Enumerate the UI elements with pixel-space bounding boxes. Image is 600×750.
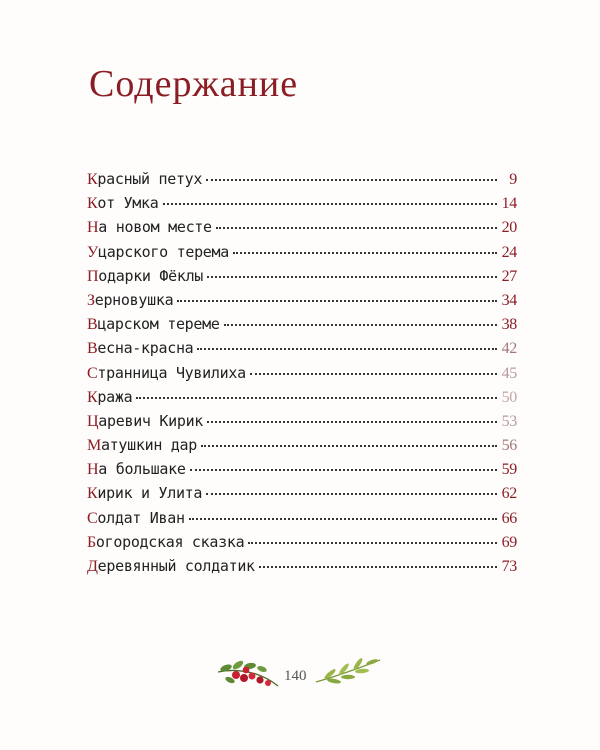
- toc-initial: Н: [87, 219, 99, 237]
- toc-initial: Ц: [87, 412, 99, 430]
- toc-title: от Умка: [97, 194, 159, 213]
- dot-leader: [259, 566, 497, 568]
- toc-entry[interactable]: [87, 484, 517, 508]
- toc-title: атушкин дар: [100, 436, 197, 455]
- dot-leader: [207, 421, 497, 423]
- dot-leader: [216, 227, 497, 229]
- toc-initial: С: [87, 509, 98, 527]
- dot-leader: [190, 469, 497, 471]
- toc-initial: К: [87, 195, 98, 213]
- toc-page-number: 53: [501, 412, 517, 430]
- toc-initial: Б: [87, 533, 96, 551]
- dot-leader: [233, 252, 497, 254]
- toc-title: а большаке: [98, 460, 186, 479]
- leaf-sprig-icon: [314, 656, 382, 688]
- toc-entry[interactable]: [87, 460, 517, 484]
- toc-entry[interactable]: [87, 194, 517, 218]
- toc-entry[interactable]: [87, 291, 517, 315]
- toc-page-number: 45: [501, 364, 517, 382]
- toc-entry[interactable]: [87, 533, 517, 557]
- toc-title: царского терема: [98, 242, 229, 261]
- toc-page-number: 27: [501, 267, 517, 285]
- toc-initial: П: [87, 267, 99, 285]
- dot-leader: [136, 397, 497, 399]
- dot-leader: [248, 542, 497, 544]
- toc-page-number: 73: [501, 558, 517, 575]
- toc-entry[interactable]: [87, 436, 517, 460]
- toc-title: есна-красна: [97, 339, 194, 358]
- dot-leader: [189, 518, 497, 520]
- toc-page-number: 42: [501, 340, 517, 358]
- toc-title: ирик и Улита: [97, 484, 203, 503]
- toc-entry[interactable]: [87, 412, 517, 436]
- toc-page-number: 59: [501, 461, 517, 479]
- toc-page-number: 24: [501, 243, 517, 261]
- toc-initial: К: [87, 388, 98, 406]
- toc-entry[interactable]: [87, 388, 517, 412]
- toc-entry[interactable]: [87, 557, 517, 581]
- page-title: Содержание: [89, 63, 299, 105]
- table-of-contents: [87, 170, 517, 581]
- dot-leader: [206, 493, 497, 495]
- toc-title: расный петух: [97, 170, 203, 188]
- toc-title: олдат Иван: [97, 508, 185, 527]
- toc-initial: З: [87, 291, 95, 309]
- dot-leader: [197, 348, 497, 350]
- dot-leader: [250, 373, 497, 375]
- dot-leader: [163, 203, 498, 205]
- toc-title: огородская сказка: [95, 532, 245, 551]
- dot-leader: [224, 324, 497, 326]
- dot-leader: [206, 179, 497, 181]
- toc-title: а новом месте: [98, 218, 212, 237]
- toc-entry[interactable]: [87, 315, 517, 339]
- toc-initial: М: [87, 437, 101, 455]
- toc-initial: Н: [87, 461, 99, 479]
- toc-page-number: 34: [501, 291, 517, 309]
- toc-page-number: 66: [501, 509, 517, 527]
- toc-initial: Д: [87, 558, 98, 575]
- toc-page-number: 38: [501, 316, 517, 334]
- toc-title: одарки Фёклы: [98, 266, 204, 285]
- toc-title: аревич Кирик: [98, 411, 204, 430]
- dot-leader: [177, 300, 497, 302]
- dot-leader: [207, 276, 497, 278]
- toc-page-number: 69: [501, 533, 517, 551]
- page-number: 140: [284, 668, 307, 684]
- toc-title: ража: [97, 387, 133, 406]
- toc-entry[interactable]: [87, 339, 517, 363]
- toc-title: царском тереме: [97, 315, 220, 334]
- toc-page-number: 20: [501, 219, 517, 237]
- toc-initial: С: [87, 364, 98, 382]
- toc-initial: К: [87, 485, 98, 503]
- toc-page-number: 50: [501, 388, 517, 406]
- toc-initial: У: [87, 243, 99, 261]
- toc-initial: К: [87, 171, 98, 188]
- toc-page-number: 14: [501, 195, 517, 213]
- toc-entry[interactable]: [87, 243, 517, 267]
- toc-entry[interactable]: [87, 218, 517, 242]
- toc-page-number: 9: [509, 171, 517, 188]
- toc-title: еревянный солдатик: [97, 557, 255, 575]
- toc-initial: В: [87, 316, 98, 334]
- dot-leader: [201, 445, 497, 447]
- toc-entry[interactable]: [87, 509, 517, 533]
- toc-entry[interactable]: [87, 364, 517, 388]
- toc-title: транница Чувилиха: [97, 363, 246, 382]
- toc-page-number: 56: [501, 437, 517, 455]
- lingonberry-sprig-icon: [216, 656, 282, 688]
- toc-entry[interactable]: [87, 170, 517, 194]
- toc-title: ерновушка: [94, 290, 174, 309]
- toc-page-number: 62: [501, 485, 517, 503]
- toc-entry[interactable]: [87, 267, 517, 291]
- toc-initial: В: [87, 340, 98, 358]
